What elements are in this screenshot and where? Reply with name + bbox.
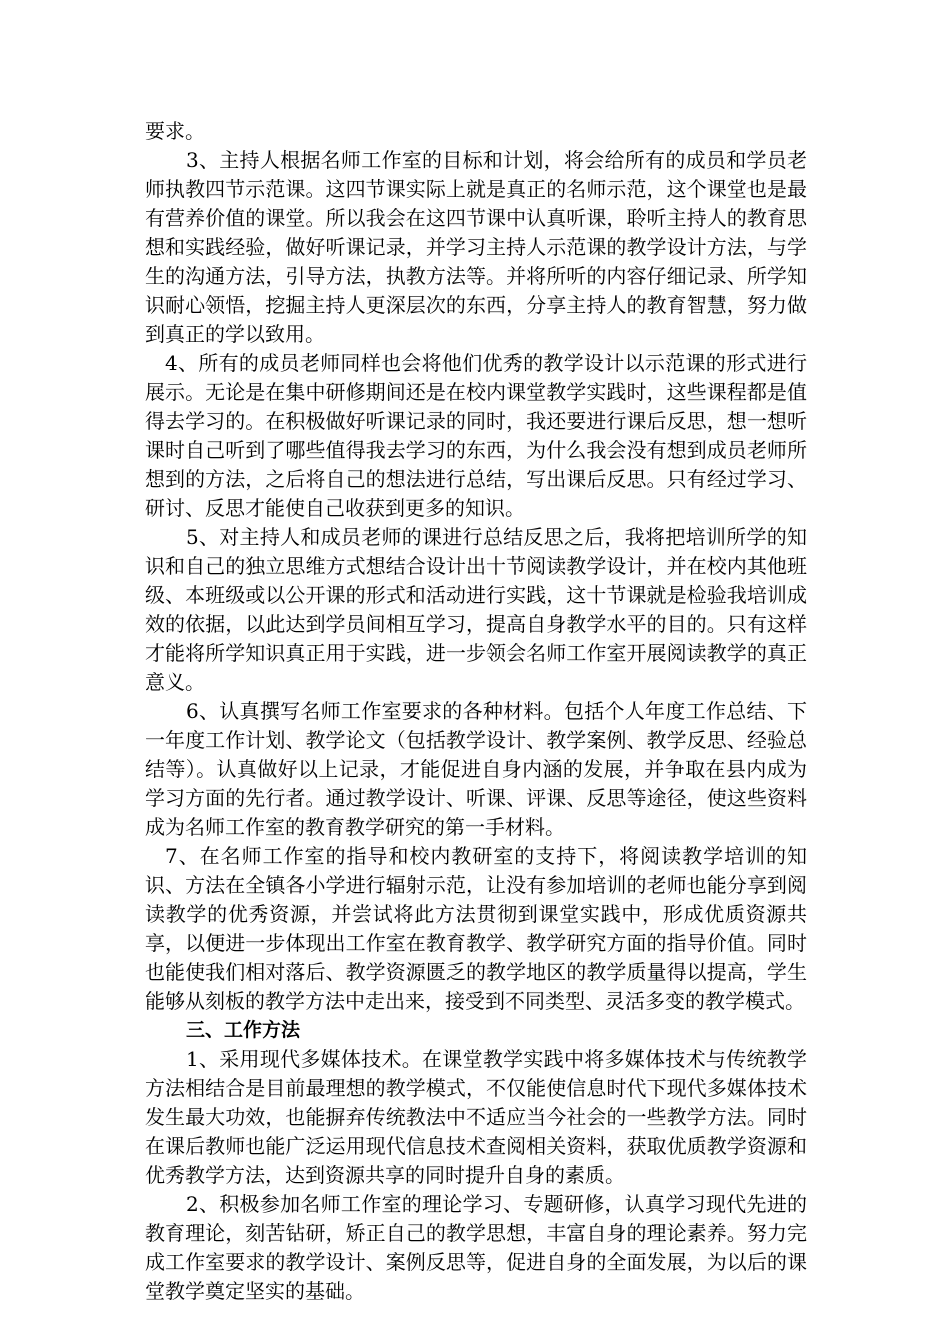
paragraph-item-5: 5、对主持人和成员老师的课进行总结反思之后，我将把培训所学的知识和自己的独立思维方式想结合设计出十节阅读教学设计，并在校内其他班级、本班级或以公开课的形式和活动进行实践，这十节课就是检验我培训成效的依据，以此达到学员间相互学习，提高自身教学水平的目的。只有这样才能将所学知识真正用于实践，进一步领会名师工作室开展阅读教学的真正意义。 <box>145 525 807 694</box>
paragraph-item-7: 7、在名师工作室的指导和校内教研室的支持下，将阅读教学培训的知识、方法在全镇各小学进行辐射示范，让没有参加培训的老师也能分享到阅读教学的优秀资源，并尝试将此方法贯彻到课堂实践中，形成优质资源共享，以便进一步体现出工作室在教育教学、教学研究方面的指导价值。同时也能使我们相对落后、教学资源匮乏的教学地区的教学质量得以提高，学生能够从刻板的教学方法中走出来，接受到不同类型、灵活多变的教学模式。 <box>145 844 807 1013</box>
paragraph-continuation: 要求。 <box>145 119 205 143</box>
section-heading: 三、工作方法 <box>186 1019 301 1041</box>
paragraph-method-1: 1、采用现代多媒体技术。在课堂教学实践中将多媒体技术与传统教学方法相结合是目前最理想的教学模式，不仅能使信息时代下现代多媒体技术发生最大功效，也能摒弃传统教法中不适应当今社会的一些教学方法。同时在课后教师也能广泛运用现代信息技术查阅相关资料，获取优质教学资源和优秀教学方法，达到资源共享的同时提升自身的素质。 <box>145 1047 807 1187</box>
paragraph-item-6: 6、认真撰写名师工作室要求的各种材料。包括个人年度工作总结、下一年度工作计划、教学论文（包括教学设计、教学案例、教学反思、经验总结等）。认真做好以上记录，才能促进自身内涵的发展，并争取在县内成为学习方面的先行者。通过教学设计、听课、评课、反思等途径，使这些资料成为名师工作室的教育教学研究的第一手材料。 <box>145 699 807 839</box>
document-page <box>145 117 807 1306</box>
paragraph-method-2: 2、积极参加名师工作室的理论学习、专题研修，认真学习现代先进的教育理论，刻苦钻研，矫正自己的教学思想，丰富自身的理论素养。努力完成工作室要求的教学设计、案例反思等，促进自身的全面发展，为以后的课堂教学奠定坚实的基础。 <box>145 1192 807 1303</box>
paragraph-item-4: 4、所有的成员老师同样也会将他们优秀的教学设计以示范课的形式进行展示。无论是在集中研修期间还是在校内课堂教学实践时，这些课程都是值得去学习的。在积极做好听课记录的同时，我还要进行课后反思，想一想听课时自己听到了哪些值得我去学习的东西，为什么我会没有想到成员老师所想到的方法，之后将自己的想法进行总结，写出课后反思。只有经过学习、研讨、反思才能使自己收获到更多的知识。 <box>145 351 807 520</box>
paragraph-item-3: 3、主持人根据名师工作室的目标和计划，将会给所有的成员和学员老师执教四节示范课。这四节课实际上就是真正的名师示范，这个课堂也是最有营养价值的课堂。所以我会在这四节课中认真听课，聆听主持人的教育思想和实践经验，做好听课记录，并学习主持人示范课的教学设计方法，与学生的沟通方法，引导方法，执教方法等。并将所听的内容仔细记录、所学知识耐心领悟，挖掘主持人更深层次的东西，分享主持人的教育智慧，努力做到真正的学以致用。 <box>145 148 807 346</box>
